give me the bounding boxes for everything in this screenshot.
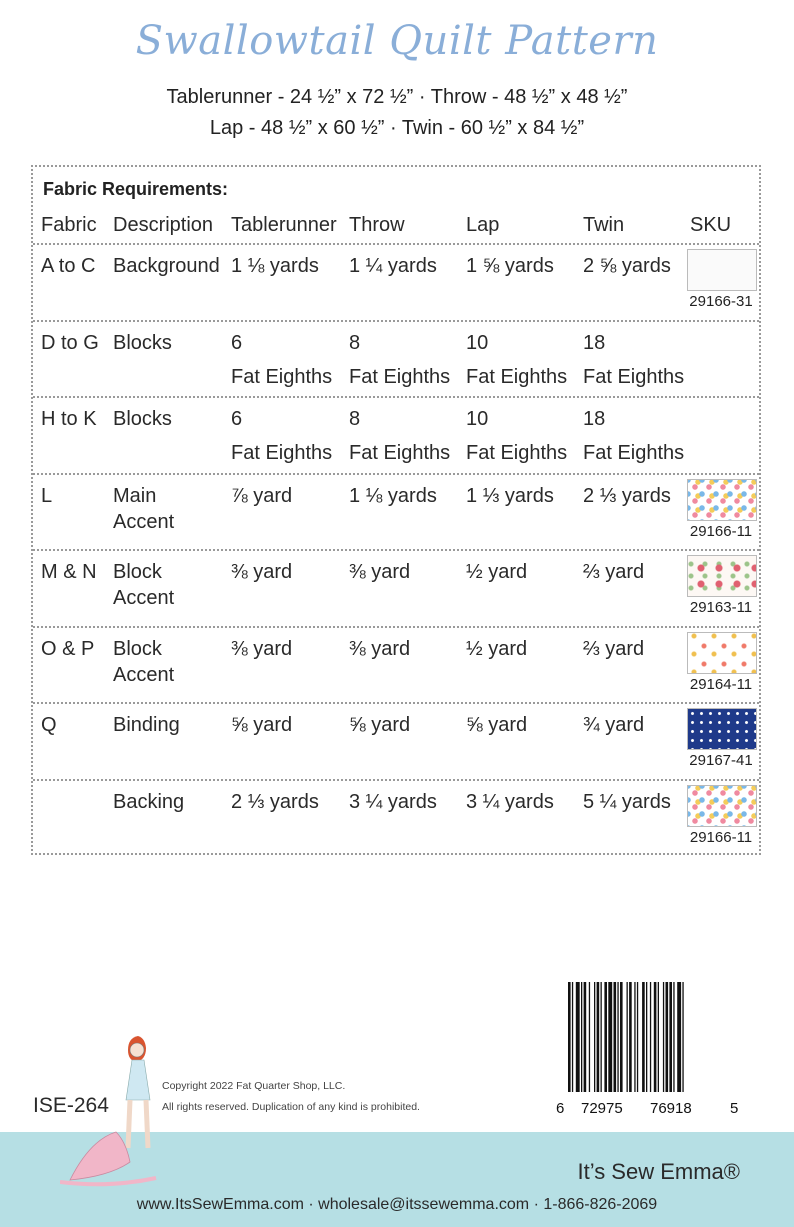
cell-tablerunner: 6 bbox=[231, 331, 243, 354]
cell-twin: ¾ yard bbox=[583, 714, 645, 736]
header-sku: SKU bbox=[690, 214, 732, 236]
cell-twin: ⅔ yard bbox=[583, 561, 645, 583]
rights-text: All rights reserved. Duplication of any kind is prohibited. bbox=[162, 1101, 420, 1113]
barcode-bar bbox=[646, 982, 647, 1092]
cell-throw: ⅜ yard bbox=[349, 637, 411, 660]
cell-lap: ⅝ yard bbox=[466, 714, 528, 736]
contact-line: www.ItsSewEmma.com · wholesale@itssewemma.com · 1-866-826-2069 bbox=[136, 1196, 658, 1213]
cell-sku: 29166-11 bbox=[689, 522, 753, 540]
barcode-bar bbox=[589, 982, 590, 1092]
cell-sku: 29166-31 bbox=[689, 293, 753, 310]
barcode-bar bbox=[601, 982, 602, 1092]
fabric-swatch bbox=[687, 785, 757, 827]
barcode-bar bbox=[617, 982, 618, 1092]
cell-tablerunner: 2 ⅓ yards bbox=[231, 790, 319, 813]
barcode-bar bbox=[608, 982, 612, 1092]
cell-twin: ⅔ yard bbox=[583, 637, 645, 660]
cell-lap: 1 ⅝ yards bbox=[466, 255, 554, 277]
cell-throw: 1 ¼ yards bbox=[349, 255, 437, 277]
barcode-digits-1: 72975 bbox=[581, 1100, 623, 1117]
cell-lap-unit: Fat Eighths bbox=[466, 442, 568, 464]
table-row bbox=[33, 702, 759, 780]
cell-description: Block bbox=[113, 561, 162, 583]
cell-sku: 29167-41 bbox=[689, 752, 753, 769]
cell-lap: 10 bbox=[466, 331, 489, 354]
cell-description: Background bbox=[113, 255, 220, 277]
cell-sku: 29164-11 bbox=[689, 675, 753, 693]
cell-twin: 18 bbox=[583, 331, 606, 354]
barcode-icon bbox=[568, 982, 724, 1092]
pattern-code: ISE-264 bbox=[33, 1094, 109, 1117]
cell-tablerunner: ⅜ yard bbox=[231, 561, 293, 583]
barcode-bar bbox=[677, 982, 681, 1092]
cell-tablerunner: ⅜ yard bbox=[231, 637, 293, 660]
barcode-bar bbox=[637, 982, 638, 1092]
barcode-bar bbox=[584, 982, 587, 1092]
barcode-bar bbox=[663, 982, 664, 1092]
barcode-bar bbox=[629, 982, 632, 1092]
fabric-swatch bbox=[687, 479, 757, 521]
cell-fabric: A to C bbox=[41, 255, 96, 277]
cell-description-line2: Accent bbox=[113, 663, 175, 686]
barcode-digit-right: 5 bbox=[730, 1100, 739, 1117]
cell-fabric: Q bbox=[41, 714, 57, 736]
cell-twin: 5 ¼ yards bbox=[583, 790, 671, 813]
table-row bbox=[33, 473, 759, 551]
cell-tablerunner: 1 ⅛ yards bbox=[231, 255, 319, 277]
copyright-text: Copyright 2022 Fat Quarter Shop, LLC. bbox=[162, 1080, 346, 1092]
header-tablerunner: Tablerunner bbox=[231, 214, 337, 236]
cell-fabric: L bbox=[41, 484, 53, 507]
cell-twin: 2 ⅝ yards bbox=[583, 255, 671, 277]
cell-description: Block bbox=[113, 637, 162, 660]
barcode-bar bbox=[604, 982, 607, 1092]
cell-fabric: D to G bbox=[41, 331, 99, 354]
cell-fabric: O & P bbox=[41, 637, 95, 660]
table-row bbox=[33, 779, 759, 857]
sizes-line-1: Tablerunner - 24 ½” x 72 ½” · Throw - 48 ½” x 48 ½” bbox=[166, 86, 628, 108]
header-twin: Twin bbox=[583, 214, 625, 236]
cell-description-line2: Accent bbox=[113, 587, 175, 609]
cell-throw: 8 bbox=[349, 331, 361, 354]
cell-twin-unit: Fat Eighths bbox=[583, 442, 685, 464]
cell-lap: 3 ¼ yards bbox=[466, 790, 554, 813]
cell-description: Blocks bbox=[113, 331, 172, 354]
brand-name: It’s Sew Emma® bbox=[577, 1159, 740, 1184]
cell-lap: 10 bbox=[466, 408, 489, 430]
cell-lap-unit: Fat Eighths bbox=[466, 365, 568, 388]
cell-throw-unit: Fat Eighths bbox=[349, 365, 451, 388]
barcode-bar bbox=[597, 982, 600, 1092]
barcode-bar bbox=[568, 982, 571, 1092]
barcode-bar bbox=[673, 982, 674, 1092]
fabric-swatch bbox=[687, 555, 757, 597]
cell-lap: ½ yard bbox=[466, 561, 528, 583]
fabric-requirements-table bbox=[31, 165, 761, 855]
cell-throw-unit: Fat Eighths bbox=[349, 442, 451, 464]
barcode-bar bbox=[572, 982, 573, 1092]
barcode-bar bbox=[634, 982, 635, 1092]
header-description: Description bbox=[113, 214, 214, 236]
barcode-digit-left: 6 bbox=[556, 1100, 565, 1117]
cell-description: Main bbox=[113, 484, 157, 507]
table-row bbox=[33, 243, 759, 321]
header-fabric: Fabric bbox=[41, 214, 97, 236]
barcode-digits-2: 76918 bbox=[650, 1100, 692, 1117]
cell-tablerunner: 6 bbox=[231, 408, 243, 430]
barcode-bar bbox=[658, 982, 659, 1092]
barcode-bar bbox=[666, 982, 669, 1092]
cell-twin-unit: Fat Eighths bbox=[583, 365, 685, 388]
cell-throw: ⅝ yard bbox=[349, 714, 411, 736]
cell-throw: 1 ⅛ yards bbox=[349, 484, 437, 507]
barcode-bar bbox=[682, 982, 683, 1092]
barcode-bar bbox=[650, 982, 651, 1092]
cell-sku: 29163-11 bbox=[689, 599, 753, 616]
barcode-bar bbox=[614, 982, 617, 1092]
barcode-bar bbox=[642, 982, 645, 1092]
table-row bbox=[33, 549, 759, 627]
header-throw: Throw bbox=[349, 214, 405, 236]
cell-lap: ½ yard bbox=[466, 637, 528, 660]
cell-throw: ⅜ yard bbox=[349, 561, 411, 583]
cell-throw: 3 ¼ yards bbox=[349, 790, 437, 813]
barcode-bar bbox=[669, 982, 672, 1092]
cell-throw: 8 bbox=[349, 408, 361, 430]
barcode-bar bbox=[627, 982, 628, 1092]
fabric-swatch bbox=[687, 632, 757, 674]
cell-tablerunner-unit: Fat Eighths bbox=[231, 365, 333, 388]
cell-tablerunner: ⅝ yard bbox=[231, 714, 293, 736]
cell-twin: 2 ⅓ yards bbox=[583, 484, 671, 507]
pattern-title: Swallowtail Quilt Pattern bbox=[135, 18, 659, 64]
barcode-bar bbox=[654, 982, 657, 1092]
cell-twin: 18 bbox=[583, 408, 606, 430]
fabric-requirements-label: Fabric Requirements: bbox=[43, 179, 229, 199]
barcode-bar bbox=[581, 982, 582, 1092]
header-lap: Lap bbox=[466, 214, 500, 236]
cell-tablerunner-unit: Fat Eighths bbox=[231, 442, 333, 464]
cell-description: Blocks bbox=[113, 408, 172, 430]
cell-sku: 29166-11 bbox=[689, 828, 753, 846]
fabric-swatch bbox=[687, 708, 757, 750]
cell-tablerunner: ⅞ yard bbox=[231, 484, 293, 507]
cell-description: Binding bbox=[113, 714, 180, 736]
barcode-bar bbox=[576, 982, 580, 1092]
cell-lap: 1 ⅓ yards bbox=[466, 484, 554, 507]
barcode-bar bbox=[620, 982, 623, 1092]
table-row bbox=[33, 626, 759, 704]
barcode-bar bbox=[594, 982, 595, 1092]
cell-description: Backing bbox=[113, 790, 185, 813]
cell-fabric: H to K bbox=[41, 408, 97, 430]
fabric-swatch bbox=[687, 249, 757, 291]
table-row bbox=[33, 320, 759, 398]
cell-description-line2: Accent bbox=[113, 510, 175, 533]
cell-fabric: M & N bbox=[41, 561, 97, 583]
sizes-line-2: Lap - 48 ½” x 60 ½” · Twin - 60 ½” x 84 ½” bbox=[209, 117, 585, 139]
table-row bbox=[33, 396, 759, 474]
